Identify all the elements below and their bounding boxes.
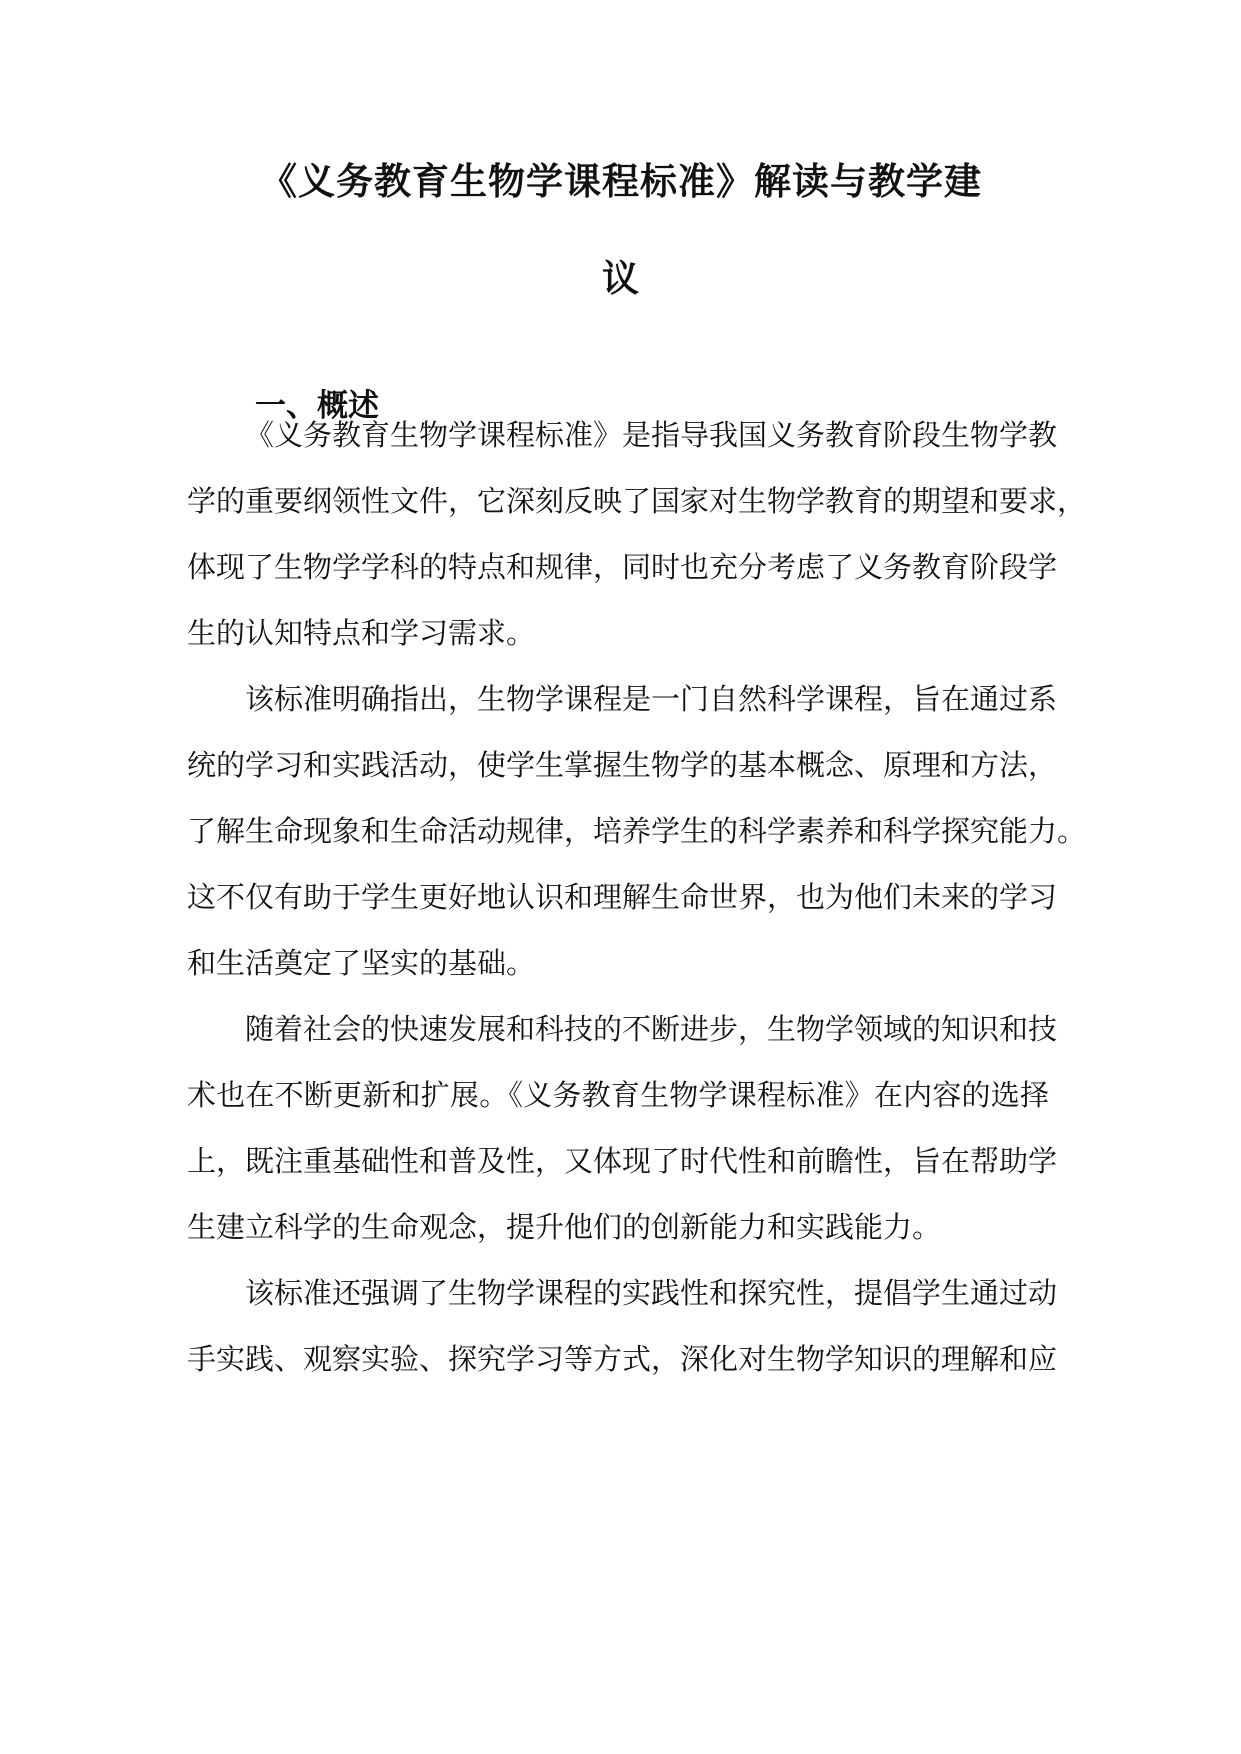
paragraph-1-line-4: 生的认知特点和学习需求。 [187, 616, 536, 650]
paragraph-2-line-2: 统的学习和实践活动，使学生掌握生物学的基本概念、原理和方法， [187, 748, 1058, 782]
paragraph-2-line-3: 了解生命现象和生命活动规律，培养学生的科学素养和科学探究能力。 [187, 814, 1087, 848]
document-title-line-1: 《义务教育生物学课程标准》解读与教学建 [260, 159, 982, 203]
paragraph-1-line-3: 体现了生物学学科的特点和规律，同时也充分考虑了义务教育阶段学 [187, 550, 1058, 584]
paragraph-3-line-4: 生建立科学的生命观念，提升他们的创新能力和实践能力。 [187, 1210, 942, 1244]
document-title-line-2: 议 [602, 256, 640, 300]
paragraph-4-line-1: 该标准还强调了生物学课程的实践性和探究性，提倡学生通过动 [245, 1276, 1058, 1310]
paragraph-2-line-4: 这不仅有助于学生更好地认识和理解生命世界，也为他们未来的学习 [187, 880, 1058, 914]
paragraph-2-line-1: 该标准明确指出，生物学课程是一门自然科学课程，旨在通过系 [245, 682, 1058, 716]
paragraph-4-line-2: 手实践、观察实验、探究学习等方式，深化对生物学知识的理解和应 [187, 1342, 1058, 1376]
paragraph-1-line-2: 学的重要纲领性文件，它深刻反映了国家对生物学教育的期望和要求， [187, 484, 1087, 518]
section-heading-overview: 一、概述 [255, 388, 379, 424]
paragraph-3-line-3: 上，既注重基础性和普及性，又体现了时代性和前瞻性，旨在帮助学 [187, 1144, 1058, 1178]
paragraph-2-line-5: 和生活奠定了坚实的基础。 [187, 946, 536, 980]
paragraph-3-line-1: 随着社会的快速发展和科技的不断进步，生物学领域的知识和技 [245, 1012, 1058, 1046]
paragraph-1-line-1: 《义务教育生物学课程标准》是指导我国义务教育阶段生物学教 [245, 418, 1058, 452]
paragraph-3-line-2: 术也在不断更新和扩展。《义务教育生物学课程标准》在内容的选择 [187, 1078, 1049, 1112]
